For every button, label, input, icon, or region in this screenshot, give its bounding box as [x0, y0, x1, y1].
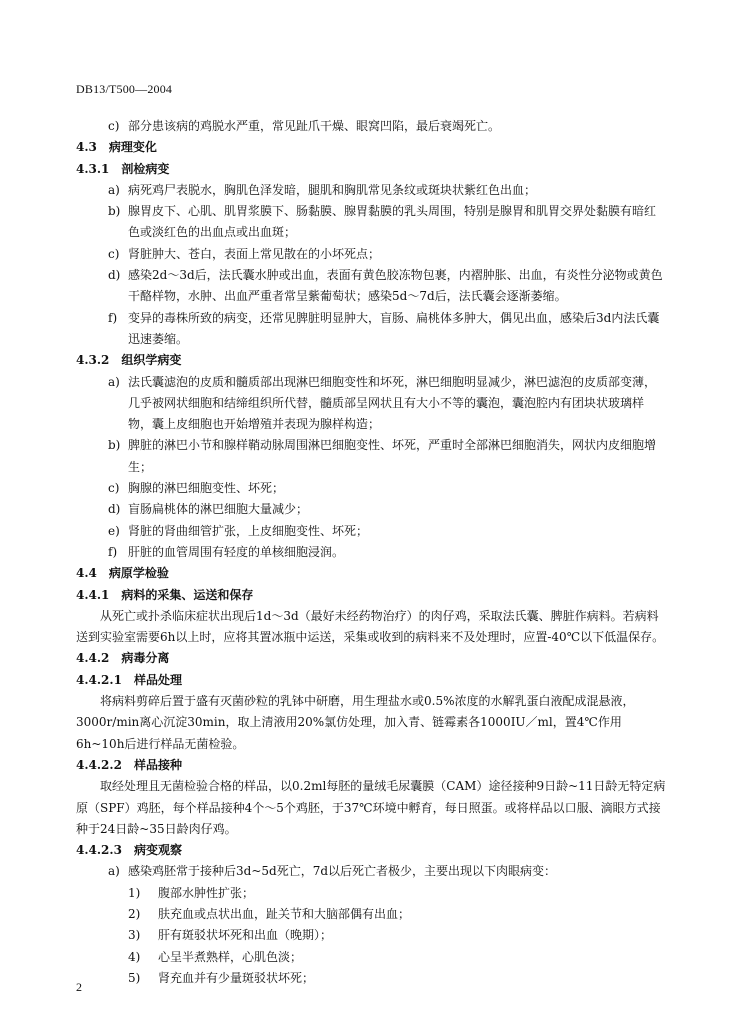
paragraph: 从死亡或扑杀临床症状出现后1d～3d（最好未经药物治疗）的肉仔鸡，采取法氏囊、脾脏作病料。若病料送到实验室需要6h以上时，应将其置冰瓶中运送，采集或收到的病料来不及处理时，应置-40℃以下低温保存。 [76, 608, 665, 645]
list-item [76, 499, 666, 520]
list-marker: a) [108, 864, 120, 879]
list-text: 感染鸡胚常于接种后3d~5d死亡，7d以后死亡者极少，主要出现以下肉眼病变： [128, 864, 557, 879]
list-text: 腹部水肿性扩张； [158, 885, 255, 900]
section-heading [76, 840, 666, 861]
section-heading [76, 563, 666, 584]
section-title: 病料的采集、运送和保存 [121, 587, 254, 602]
list-marker: c) [108, 246, 120, 261]
list-item [76, 116, 666, 137]
sub-list-item [76, 925, 666, 946]
list-text: 肾脏的肾曲细管扩张，上皮细胞变性、坏死； [128, 523, 369, 538]
document-body [76, 116, 666, 989]
list-item [76, 265, 666, 308]
list-marker: d) [108, 502, 121, 517]
section-heading [76, 670, 666, 691]
list-marker: f) [108, 310, 118, 325]
list-text: 肾脏肿大、苍白，表面上常见散在的小坏死点； [128, 246, 381, 261]
section-title: 组织学病变 [121, 353, 182, 368]
list-item [76, 372, 666, 436]
list-marker: a) [108, 374, 120, 389]
list-marker: 2) [128, 906, 141, 921]
list-item [76, 180, 666, 201]
list-marker: c) [108, 481, 120, 496]
list-item [76, 435, 666, 478]
section-heading [76, 585, 666, 606]
section-number: 4.4.2 [76, 651, 110, 666]
section-title: 剖检病变 [121, 161, 170, 176]
list-text: 肾充血并有少量斑驳状坏死； [158, 970, 315, 985]
paragraph: 取经处理且无菌检验合格的样品，以0.2ml每胚的量绒毛尿囊膜（CAM）途径接种9日龄~11日龄无特定病原（SPF）鸡胚，每个样品接种4个～5个鸡胚，于37℃环境中孵育，每日照蛋。或将样品以口服、滴眼方式接种于24日龄~35日龄肉仔鸡。 [76, 779, 666, 836]
section-title: 病原学检验 [108, 566, 169, 581]
list-marker: d) [108, 268, 121, 283]
list-item [76, 861, 666, 882]
list-text: 病死鸡尸表脱水，胸肌色泽发暗，腿肌和胸肌常见条纹或斑块状紫红色出血； [128, 182, 537, 197]
list-marker: a) [108, 182, 120, 197]
list-text: 肝有斑驳状坏死和出血（晚期）； [158, 928, 333, 943]
list-text: 肤充血或点状出血，趾关节和大脑部偶有出血； [158, 906, 411, 921]
list-marker: b) [108, 438, 121, 453]
list-text: 部分患该病的鸡脱水严重，常见趾爪干燥、眼窝凹陷，最后衰竭死亡。 [128, 119, 501, 133]
list-text: 感染2d～3d后，法氏囊水肿或出血，表面有黄色胶冻物包裹，内褶肿胀、出血，有炎性分泌物或黄色干酪样物，水肿、出血严重者常呈紫葡萄状；感染5d～7d后，法氏囊会逐渐萎缩。 [128, 268, 663, 304]
list-text: 胸腺的淋巴细胞变性、坏死； [128, 481, 285, 496]
section-number: 4.4.2.1 [76, 672, 122, 687]
list-text: 变异的毒株所致的病变，还常见脾脏明显肿大，盲肠、扁桃体多肿大，偶见出血，感染后3d内法氏囊迅速萎缩。 [128, 310, 660, 346]
section-heading [76, 648, 666, 669]
sub-list-item [76, 904, 666, 925]
standard-code: DB13/T500—2004 [76, 82, 173, 96]
section-title: 病变观察 [133, 843, 182, 858]
list-marker: b) [108, 204, 121, 219]
section-number: 4.4.2.2 [76, 757, 122, 772]
list-marker: 3) [128, 928, 141, 943]
list-item [76, 308, 666, 351]
page-number: 2 [76, 980, 82, 994]
section-title: 样品接种 [133, 757, 182, 772]
list-marker: f) [108, 544, 118, 559]
list-item [76, 521, 666, 542]
section-number: 4.3.1 [76, 161, 110, 176]
section-heading [76, 137, 666, 158]
list-item [76, 478, 666, 499]
section-heading [76, 350, 666, 371]
list-text: 脾脏的淋巴小节和腺样鞘动脉周围淋巴细胞变性、坏死，严重时全部淋巴细胞消失，网状内皮细胞增生； [128, 438, 657, 474]
list-marker: 1) [128, 885, 141, 900]
section-number: 4.4.1 [76, 587, 110, 602]
list-text: 肝脏的血管周围有轻度的单核细胞浸润。 [128, 544, 345, 559]
list-text: 心呈半煮熟样，心肌色淡； [158, 949, 303, 964]
sub-list-item [76, 968, 666, 989]
list-marker: 5) [128, 970, 141, 985]
paragraph: 将病料剪碎后置于盛有灭菌砂粒的乳钵中研磨，用生理盐水或0.5%浓度的水解乳蛋白液配成混悬液，3000r/min离心沉淀30min，取上清液用20%氯仿处理，加入青、链霉素各1000IU／ml，置4℃作用6h~10h后进行样品无菌检验。 [76, 694, 635, 751]
section-number: 4.4.2.3 [76, 843, 122, 858]
sub-list-item [76, 947, 666, 968]
section-number: 4.4 [76, 566, 97, 581]
list-marker: 4) [128, 949, 141, 964]
section-title: 病毒分离 [121, 651, 170, 666]
list-text: 法氏囊滤泡的皮质和髓质部出现淋巴细胞变性和坏死，淋巴细胞明显减少，淋巴滤泡的皮质部变薄，几乎被网状细胞和结缔组织所代替，髓质部呈网状且有大小不等的囊泡，囊泡腔内有团块状玻璃样物，囊上皮细胞也开始增殖并表现为腺样构造； [128, 374, 657, 432]
section-heading [76, 755, 666, 776]
list-text: 盲肠扁桃体的淋巴细胞大量减少； [128, 502, 309, 517]
list-item [76, 244, 666, 265]
section-title: 病理变化 [108, 140, 157, 155]
list-item [76, 201, 666, 244]
list-text: 腺胃皮下、心肌、肌胃浆膜下、肠黏膜、腺胃黏膜的乳头周围，特别是腺胃和肌胃交界处黏膜有暗红色或淡红色的出血点或出血斑； [128, 204, 657, 240]
section-title: 样品处理 [133, 672, 182, 687]
section-heading [76, 159, 666, 180]
section-number: 4.3.2 [76, 353, 110, 368]
section-number: 4.3 [76, 140, 97, 155]
list-item [76, 542, 666, 563]
list-marker: e) [108, 523, 120, 538]
sub-list-item [76, 883, 666, 904]
list-marker: c) [108, 119, 120, 133]
